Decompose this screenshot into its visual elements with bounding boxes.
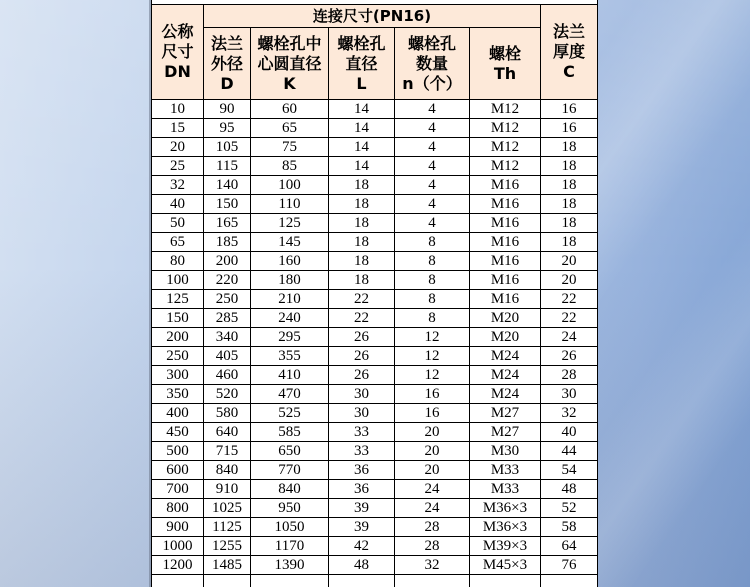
table-row — [152, 290, 597, 309]
cell-bolt-hole-diameter[interactable]: 22 — [329, 290, 395, 308]
cell-nominal-size[interactable]: 150 — [152, 309, 204, 327]
cell-bolt-hole-diameter[interactable]: 36 — [329, 480, 395, 498]
table-row — [152, 252, 597, 271]
cell-thickness[interactable]: 20 — [561, 253, 577, 269]
cell-thickness[interactable]: 18 — [561, 196, 577, 212]
flange-dimension-table — [151, 0, 598, 587]
cell-bolt-count[interactable]: 4 — [395, 195, 470, 213]
cell-outer-diameter[interactable]: 200 — [204, 252, 251, 270]
cell-bolt-count[interactable]: 8 — [395, 309, 470, 327]
cell-bolt-count[interactable]: 20 — [395, 442, 470, 460]
cell-nominal-size[interactable]: 100 — [152, 271, 204, 289]
cell-bolt-count[interactable]: 16 — [395, 385, 470, 403]
cell-bolt-hole-diameter[interactable]: 14 — [329, 100, 395, 118]
cell-empty[interactable] — [395, 575, 470, 587]
header-line: 螺栓孔 — [337, 33, 386, 53]
cell-bolt-hole-diameter[interactable]: 18 — [329, 176, 395, 194]
table-header — [152, 5, 597, 100]
cell-bolt-count[interactable]: 4 — [395, 176, 470, 194]
header-line: C — [563, 62, 575, 81]
cell-bolt-hole-diameter[interactable]: 18 — [329, 252, 395, 270]
cell-bolt-circle[interactable]: 470 — [251, 385, 329, 403]
header-line: 尺寸 — [161, 42, 194, 61]
table-row — [152, 309, 597, 328]
cell-nominal-size[interactable]: 450 — [152, 423, 204, 441]
cell-bolt-thread[interactable]: M20 — [470, 309, 541, 327]
header-line: D — [220, 73, 234, 93]
cell-outer-diameter[interactable]: 840 — [204, 461, 251, 479]
table-row — [152, 385, 597, 404]
cell-outer-diameter[interactable]: 580 — [204, 404, 251, 422]
cell-bolt-circle[interactable]: 210 — [251, 290, 329, 308]
cell-bolt-count[interactable]: 4 — [395, 100, 470, 118]
cell-thickness[interactable]: 64 — [561, 538, 577, 554]
header-line: L — [356, 73, 367, 93]
cell-bolt-circle[interactable]: 145 — [251, 233, 329, 251]
cell-bolt-count[interactable]: 12 — [395, 366, 470, 384]
cell-bolt-circle[interactable]: 110 — [251, 195, 329, 213]
cell-nominal-size[interactable]: 350 — [152, 385, 204, 403]
cell-thickness[interactable]: 48 — [561, 481, 577, 497]
cell-bolt-hole-diameter[interactable]: 18 — [329, 195, 395, 213]
cell-bolt-hole-diameter[interactable]: 30 — [329, 404, 395, 422]
table-row — [152, 537, 597, 556]
cell-bolt-thread[interactable]: M24 — [470, 385, 541, 403]
cell-nominal-size[interactable]: 15 — [152, 119, 204, 137]
cell-bolt-count[interactable]: 32 — [395, 556, 470, 574]
table-row — [152, 366, 597, 385]
cell-thickness[interactable]: 76 — [561, 557, 577, 573]
table-row — [152, 480, 597, 499]
cell-bolt-circle[interactable]: 1390 — [251, 556, 329, 574]
cell-bolt-circle[interactable]: 75 — [251, 138, 329, 156]
cell-bolt-hole-diameter[interactable]: 14 — [329, 119, 395, 137]
cell-empty[interactable] — [470, 575, 541, 587]
header-line: 螺栓 — [488, 43, 521, 63]
table-row — [152, 176, 597, 195]
cell-empty[interactable] — [204, 575, 251, 587]
cell-empty[interactable] — [541, 575, 597, 587]
cell-outer-diameter[interactable]: 1255 — [204, 537, 251, 555]
cell-bolt-thread[interactable]: M12 — [470, 138, 541, 156]
table-row — [152, 461, 597, 480]
cell-outer-diameter[interactable]: 150 — [204, 195, 251, 213]
header-line: n（个） — [402, 73, 462, 93]
cell-bolt-circle[interactable]: 770 — [251, 461, 329, 479]
cell-nominal-size[interactable]: 200 — [152, 328, 204, 346]
cell-bolt-count[interactable]: 4 — [395, 157, 470, 175]
cell-empty[interactable] — [251, 575, 329, 587]
cell-outer-diameter[interactable]: 1485 — [204, 556, 251, 574]
cell-bolt-hole-diameter[interactable]: 18 — [329, 214, 395, 232]
table-row — [152, 328, 597, 347]
cell-bolt-thread[interactable]: M12 — [470, 119, 541, 137]
header-bolt-hole-diameter[interactable] — [329, 28, 395, 99]
cell-bolt-hole-diameter[interactable]: 36 — [329, 461, 395, 479]
cell-bolt-circle[interactable]: 65 — [251, 119, 329, 137]
cell-outer-diameter[interactable]: 105 — [204, 138, 251, 156]
header-nominal-size[interactable] — [152, 5, 204, 99]
header-line: 厚度 — [552, 42, 585, 61]
cell-bolt-thread[interactable]: M24 — [470, 347, 541, 365]
cell-thickness[interactable]: 26 — [561, 348, 577, 364]
cell-thickness[interactable]: 40 — [561, 424, 577, 440]
header-group-connection-size[interactable] — [204, 5, 541, 28]
cell-bolt-circle[interactable]: 355 — [251, 347, 329, 365]
cell-bolt-count[interactable]: 12 — [395, 347, 470, 365]
header-line: K — [283, 73, 296, 93]
cell-bolt-count[interactable]: 8 — [395, 252, 470, 270]
cell-bolt-count[interactable]: 8 — [395, 290, 470, 308]
cell-bolt-count[interactable]: 28 — [395, 518, 470, 536]
cell-outer-diameter[interactable]: 185 — [204, 233, 251, 251]
cell-nominal-size[interactable]: 80 — [152, 252, 204, 270]
cell-bolt-count[interactable]: 4 — [395, 119, 470, 137]
cell-outer-diameter[interactable]: 640 — [204, 423, 251, 441]
cell-bolt-count[interactable]: 20 — [395, 423, 470, 441]
cell-nominal-size[interactable]: 500 — [152, 442, 204, 460]
cell-outer-diameter[interactable]: 220 — [204, 271, 251, 289]
cell-thickness[interactable]: 32 — [561, 405, 577, 421]
header-bolt-hole-count[interactable] — [395, 28, 470, 99]
cell-bolt-circle[interactable]: 1170 — [251, 537, 329, 555]
cell-bolt-thread[interactable]: M33 — [470, 480, 541, 498]
cell-bolt-thread[interactable]: M20 — [470, 328, 541, 346]
cell-nominal-size[interactable]: 300 — [152, 366, 204, 384]
header-bolt-thread[interactable] — [470, 28, 541, 99]
cell-bolt-circle[interactable]: 840 — [251, 480, 329, 498]
cell-outer-diameter[interactable]: 250 — [204, 290, 251, 308]
cell-bolt-hole-diameter[interactable]: 14 — [329, 157, 395, 175]
cell-bolt-thread[interactable]: M16 — [470, 176, 541, 194]
header-line: 直径 — [345, 53, 378, 73]
cell-outer-diameter[interactable]: 405 — [204, 347, 251, 365]
cell-nominal-size[interactable]: 250 — [152, 347, 204, 365]
cell-nominal-size[interactable]: 1000 — [152, 537, 204, 555]
cell-nominal-size[interactable]: 400 — [152, 404, 204, 422]
cell-bolt-count[interactable]: 12 — [395, 328, 470, 346]
cell-bolt-count[interactable]: 8 — [395, 271, 470, 289]
header-line: Th — [493, 63, 517, 83]
cell-bolt-thread[interactable]: M27 — [470, 423, 541, 441]
table-row — [152, 347, 597, 366]
cell-nominal-size[interactable]: 20 — [152, 138, 204, 156]
table-row — [152, 518, 597, 537]
cell-bolt-circle[interactable]: 180 — [251, 271, 329, 289]
cell-nominal-size[interactable]: 40 — [152, 195, 204, 213]
cell-bolt-circle[interactable]: 85 — [251, 157, 329, 175]
cell-bolt-circle[interactable]: 60 — [251, 100, 329, 118]
header-flange-thickness[interactable] — [541, 5, 597, 99]
cell-empty[interactable] — [152, 575, 204, 587]
table-row-empty — [152, 575, 597, 587]
cell-bolt-circle[interactable]: 950 — [251, 499, 329, 517]
cell-bolt-thread[interactable]: M12 — [470, 157, 541, 175]
cell-bolt-count[interactable]: 28 — [395, 537, 470, 555]
cell-outer-diameter[interactable]: 340 — [204, 328, 251, 346]
cell-thickness[interactable]: 44 — [561, 443, 577, 459]
cell-bolt-thread[interactable]: M12 — [470, 100, 541, 118]
cell-bolt-count[interactable]: 24 — [395, 499, 470, 517]
table-row — [152, 271, 597, 290]
cell-bolt-hole-diameter[interactable]: 48 — [329, 556, 395, 574]
cell-bolt-thread[interactable]: M27 — [470, 404, 541, 422]
cell-bolt-hole-diameter[interactable]: 18 — [329, 233, 395, 251]
header-bolt-circle-diameter[interactable] — [251, 28, 329, 99]
cell-thickness[interactable]: 22 — [561, 310, 577, 326]
cell-bolt-hole-diameter[interactable]: 30 — [329, 385, 395, 403]
cell-bolt-circle[interactable]: 100 — [251, 176, 329, 194]
cell-bolt-circle[interactable]: 295 — [251, 328, 329, 346]
cell-thickness[interactable]: 28 — [561, 367, 577, 383]
table-row — [152, 138, 597, 157]
cell-thickness[interactable]: 18 — [561, 158, 577, 174]
cell-bolt-count[interactable]: 8 — [395, 233, 470, 251]
cell-bolt-circle[interactable]: 125 — [251, 214, 329, 232]
cell-outer-diameter[interactable]: 460 — [204, 366, 251, 384]
cell-bolt-hole-diameter[interactable]: 26 — [329, 347, 395, 365]
cell-nominal-size[interactable]: 32 — [152, 176, 204, 194]
cell-bolt-circle[interactable]: 240 — [251, 309, 329, 327]
cell-thickness[interactable]: 18 — [561, 234, 577, 250]
table-row — [152, 499, 597, 518]
cell-thickness[interactable]: 30 — [561, 386, 577, 402]
cell-outer-diameter[interactable]: 140 — [204, 176, 251, 194]
cell-thickness[interactable]: 58 — [561, 519, 577, 535]
cell-bolt-count[interactable]: 24 — [395, 480, 470, 498]
cell-bolt-circle[interactable]: 1050 — [251, 518, 329, 536]
cell-nominal-size[interactable]: 50 — [152, 214, 204, 232]
cell-bolt-thread[interactable]: M45×3 — [470, 556, 541, 574]
cell-nominal-size[interactable]: 700 — [152, 480, 204, 498]
cell-outer-diameter[interactable]: 95 — [204, 119, 251, 137]
cell-bolt-thread[interactable]: M36×3 — [470, 518, 541, 536]
header-line: 螺栓孔 — [407, 33, 456, 53]
cell-empty[interactable] — [329, 575, 395, 587]
cell-bolt-count[interactable]: 16 — [395, 404, 470, 422]
cell-thickness[interactable]: 22 — [561, 291, 577, 307]
table-row — [152, 100, 597, 119]
cell-thickness[interactable]: 16 — [561, 101, 577, 117]
cell-bolt-circle[interactable]: 650 — [251, 442, 329, 460]
cell-bolt-circle[interactable]: 585 — [251, 423, 329, 441]
cell-thickness[interactable]: 20 — [561, 272, 577, 288]
cell-bolt-thread[interactable]: M16 — [470, 290, 541, 308]
cell-nominal-size[interactable]: 800 — [152, 499, 204, 517]
cell-bolt-thread[interactable]: M33 — [470, 461, 541, 479]
cell-bolt-thread[interactable]: M16 — [470, 233, 541, 251]
cell-bolt-hole-diameter[interactable]: 18 — [329, 271, 395, 289]
cell-bolt-thread[interactable]: M24 — [470, 366, 541, 384]
cell-thickness[interactable]: 16 — [561, 120, 577, 136]
cell-thickness[interactable]: 24 — [561, 329, 577, 345]
table-row — [152, 556, 597, 575]
cell-outer-diameter[interactable]: 115 — [204, 157, 251, 175]
cell-outer-diameter[interactable]: 90 — [204, 100, 251, 118]
cell-bolt-thread[interactable]: M16 — [470, 271, 541, 289]
cell-bolt-circle[interactable]: 160 — [251, 252, 329, 270]
cell-bolt-thread[interactable]: M30 — [470, 442, 541, 460]
cell-nominal-size[interactable]: 10 — [152, 100, 204, 118]
cell-nominal-size[interactable]: 600 — [152, 461, 204, 479]
header-line: 心圆直径 — [257, 53, 322, 73]
cell-outer-diameter[interactable]: 165 — [204, 214, 251, 232]
cell-bolt-thread[interactable]: M16 — [470, 252, 541, 270]
header-line: DN — [164, 62, 191, 81]
cell-bolt-thread[interactable]: M36×3 — [470, 499, 541, 517]
header-line: 螺栓孔中 — [257, 33, 322, 53]
cell-bolt-thread[interactable]: M39×3 — [470, 537, 541, 555]
cell-outer-diameter[interactable]: 1025 — [204, 499, 251, 517]
cell-thickness[interactable]: 18 — [561, 139, 577, 155]
cell-outer-diameter[interactable]: 285 — [204, 309, 251, 327]
table-row — [152, 119, 597, 138]
cell-nominal-size[interactable]: 1200 — [152, 556, 204, 574]
header-line: 外径 — [210, 53, 243, 73]
cell-outer-diameter[interactable]: 715 — [204, 442, 251, 460]
cell-outer-diameter[interactable]: 520 — [204, 385, 251, 403]
cell-bolt-hole-diameter[interactable]: 22 — [329, 309, 395, 327]
cell-bolt-hole-diameter[interactable]: 33 — [329, 423, 395, 441]
table-row — [152, 214, 597, 233]
cell-bolt-hole-diameter[interactable]: 26 — [329, 328, 395, 346]
cell-bolt-thread[interactable]: M16 — [470, 214, 541, 232]
cell-bolt-thread[interactable]: M16 — [470, 195, 541, 213]
cell-thickness[interactable]: 54 — [561, 462, 577, 478]
header-line: 数量 — [415, 53, 448, 73]
cell-bolt-circle[interactable]: 525 — [251, 404, 329, 422]
cell-nominal-size[interactable]: 125 — [152, 290, 204, 308]
table-body — [152, 100, 597, 575]
cell-outer-diameter[interactable]: 910 — [204, 480, 251, 498]
cell-bolt-hole-diameter[interactable]: 39 — [329, 499, 395, 517]
cell-bolt-hole-diameter[interactable]: 39 — [329, 518, 395, 536]
cell-thickness[interactable]: 18 — [561, 215, 577, 231]
cell-bolt-hole-diameter[interactable]: 42 — [329, 537, 395, 555]
table-row — [152, 233, 597, 252]
table-row — [152, 157, 597, 176]
cell-bolt-count[interactable]: 4 — [395, 138, 470, 156]
cell-bolt-circle[interactable]: 410 — [251, 366, 329, 384]
table-row — [152, 423, 597, 442]
cell-nominal-size[interactable]: 25 — [152, 157, 204, 175]
cell-bolt-count[interactable]: 20 — [395, 461, 470, 479]
header-line: 公称 — [161, 22, 194, 41]
header-flange-outer-diameter[interactable] — [204, 28, 251, 99]
table-row — [152, 442, 597, 461]
cell-nominal-size[interactable]: 900 — [152, 518, 204, 536]
table-row — [152, 195, 597, 214]
cell-bolt-hole-diameter[interactable]: 14 — [329, 138, 395, 156]
header-line: 法兰 — [552, 22, 585, 41]
header-group-label: 连接尺寸(PN16) — [312, 7, 432, 25]
cell-bolt-count[interactable]: 4 — [395, 214, 470, 232]
cell-thickness[interactable]: 18 — [561, 177, 577, 193]
cell-bolt-hole-diameter[interactable]: 26 — [329, 366, 395, 384]
table-row — [152, 404, 597, 423]
cell-bolt-hole-diameter[interactable]: 33 — [329, 442, 395, 460]
cell-outer-diameter[interactable]: 1125 — [204, 518, 251, 536]
header-line: 法兰 — [210, 33, 243, 53]
cell-thickness[interactable]: 52 — [561, 500, 577, 516]
cell-nominal-size[interactable]: 65 — [152, 233, 204, 251]
